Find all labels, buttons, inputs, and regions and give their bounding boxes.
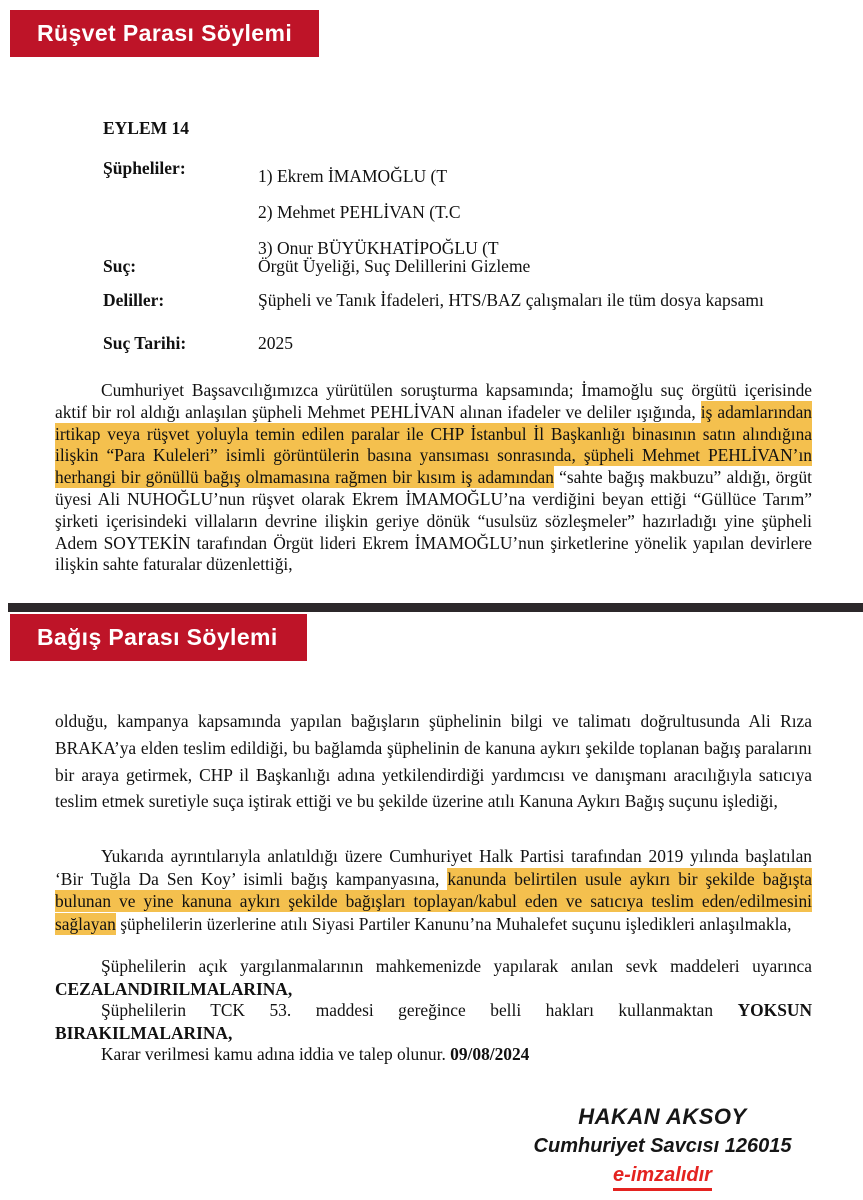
section1-banner-title: Rüşvet Parası Söylemi [37, 20, 293, 46]
suspects-label: Şüpheliler: [103, 158, 186, 178]
bold-text: YOKSUN BIRAKILMALARINA, [55, 1000, 812, 1043]
section2-paragraph-3 [55, 955, 812, 1000]
crime-value: Örgüt Üyeliği, Suç Delillerini Gizleme [258, 256, 531, 276]
body-text: Cumhuriyet Başsavcılığımızca yürütülen soruşturma kapsamında; İmamoğlu suç örgütü içerisinde aktif bir rol aldığı anlaşılan şüpheli Mehmet PEHLİVAN alınan ifadeler ve deliler ışığında, [55, 380, 812, 422]
section2-paragraph-4 [55, 999, 812, 1044]
body-text: olduğu, kampanya kapsamında yapılan bağışların şüphelinin bilgi ve talimatı doğrultusunda Ali Rıza BRAKA’ya elden teslim edildiği, bu bağlamda şüphelinin de kanuna aykırı şekilde toplanan bağış paralarını bir araya getirmek, CHP il Başkanlığı adına yetkilendirdiği yardımcısı ve danışmanı aracılığıyla satıcıya teslim etmek suretiyle suça iştirak ettiği ve bu şekilde üzerine atılı Kanuna Aykırı Bağış suçunu işlediği, [55, 711, 812, 812]
signature-block [470, 1104, 855, 1191]
section2-paragraph-5 [55, 1043, 812, 1066]
suspect-item: 2) Mehmet PEHLİVAN (T.C [258, 202, 461, 222]
body-text: Şüphelilerin açık yargılanmalarının mahkemenizde yapılarak anılan sevk maddeleri uyarınca [101, 956, 812, 976]
body-text: şüphelilerin üzerlerine atılı Siyasi Partiler Kanunu’na Muhalefet suçunu işledikleri anlaşılmakla, [115, 913, 792, 934]
suspect-item: 1) Ekrem İMAMOĞLU (T [258, 166, 448, 186]
bold-text: 09/08/2024 [450, 1044, 530, 1064]
section2-banner-title: Bağış Parası Söylemi [37, 624, 278, 650]
section2-paragraph-2 [55, 845, 812, 935]
crime-date-label: Suç Tarihi: [103, 333, 187, 353]
body-text: Yukarıda ayrıntılarıyla anlatıldığı üzere Cumhuriyet Halk Partisi tarafından 2019 yılında başlatılan ‘Bir Tuğla Da Sen Koy’ isimli bağış kampanyasına, [55, 846, 812, 889]
evidence-value: Şüpheli ve Tanık İfadeleri, HTS/BAZ çalışmaları ile tüm dosya kapsamı [258, 290, 764, 310]
suspects-list [258, 158, 499, 266]
crime-date-value: 2025 [258, 333, 293, 353]
signature-title: Cumhuriyet Savcısı 126015 [533, 1135, 792, 1157]
body-text: Karar verilmesi kamu adına iddia ve talep olunur. [101, 1044, 451, 1064]
section1-paragraph [55, 380, 812, 576]
section2-paragraph-1 [55, 708, 812, 815]
section1-banner [10, 10, 319, 57]
evidence-label: Deliller: [103, 290, 165, 310]
section2-banner [10, 614, 307, 661]
section-divider-bar [8, 603, 863, 612]
bold-text: CEZALANDIRILMALARINA, [55, 978, 293, 999]
suspect-item: 3) Onur BÜYÜKHATİPOĞLU (T [258, 238, 499, 258]
body-text: “sahte bağış makbuzu” aldığı, örgüt üyesi Ali NUHOĞLU’nun rüşvet olarak Ekrem İMAMOĞLU’na verdiğini beyan ettiği “Güllüce Tarım” şirketi içerisindeki villaların devrine ilişkin geriye dönük “usulsüz sözleşmeler” hazırladığı yine şüpheli Adem SOYTEKİN tarafından Örgüt lideri Ekrem İMAMOĞLU’nun şirketlerine yönelik yapılan devirlere ilişkin sahte faturalar düzenlettiği, [55, 467, 812, 575]
signature-name: HAKAN AKSOY [578, 1104, 747, 1129]
highlighted-text: kanunda belirtilen usule aykırı bir şekilde bağışta bulunan ve yine kanuna aykırı şekilde bağışları toplayan/kabul eden ve satıcıya teslim eden/edilmesini sağlayan [55, 868, 813, 934]
eylem-heading: EYLEM 14 [103, 118, 190, 138]
crime-label: Suç: [103, 256, 137, 276]
body-text: Şüphelilerin TCK 53. maddesi gereğince belli hakları kullanmaktan [101, 1000, 738, 1020]
e-signature-note: e-imzalıdır [613, 1164, 712, 1191]
highlighted-text: iş adamlarından irtikap veya rüşvet yoluyla temin edilen paralar ile CHP İstanbul İl Başkanlığı binasının satın alındığına ilişkin “Para Kuleleri” isimli görüntülerin basına yansıması sonrasında, şüpheli Mehmet PEHLİVAN’ın herhangi bir gönüllü bağış olmamasına rağmen bir kısım iş adamından [55, 401, 812, 488]
